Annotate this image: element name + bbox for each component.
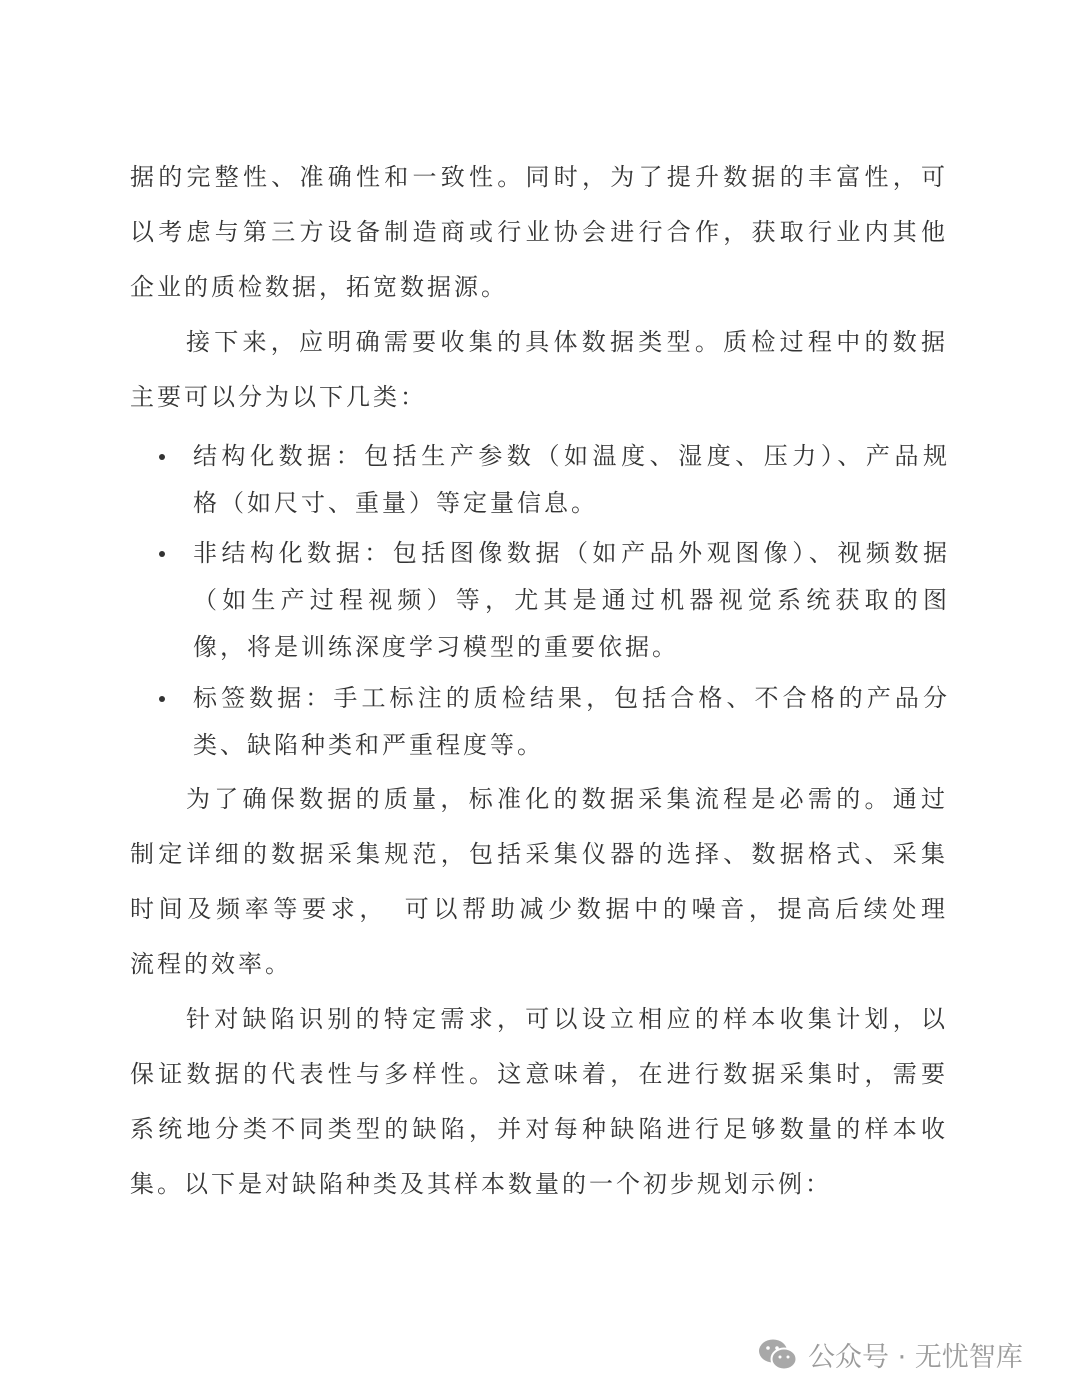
bullet-icon — [159, 551, 165, 557]
text-line: 以考虑与第三方设备制造商或行业协会进行合作，获取行业内其他 — [130, 218, 948, 246]
text-line: 像，将是训练深度学习模型的重要依据。 — [193, 633, 679, 661]
text-line: 为了确保数据的质量，标准化的数据采集流程是必需的。通过 — [186, 785, 948, 813]
text-line: 系统地分类不同类型的缺陷，并对每种缺陷进行足够数量的样本收 — [130, 1115, 948, 1143]
text-line: 据的完整性、准确性和一致性。同时，为了提升数据的丰富性，可 — [130, 163, 948, 191]
text-line: 标签数据：手工标注的质检结果，包括合格、不合格的产品分 — [193, 684, 950, 712]
watermark-text: 公众号 · 无忧智库 — [808, 1342, 1023, 1373]
text-line: 结构化数据：包括生产参数（如温度、湿度、压力）、产品规 — [193, 442, 950, 470]
paragraph — [130, 315, 948, 425]
text-line: 类、缺陷种类和严重程度等。 — [193, 731, 544, 759]
bullet-item — [130, 675, 950, 769]
bullet-icon — [159, 696, 165, 702]
paragraph — [130, 150, 948, 315]
paragraphs-before — [130, 150, 948, 425]
text-line: 主要可以分为以下几类： — [130, 383, 427, 411]
paragraph — [130, 992, 948, 1212]
text-line: 针对缺陷识别的特定需求，可以设立相应的样本收集计划，以 — [186, 1005, 948, 1033]
bullet-item — [130, 433, 950, 527]
text-line: 集。以下是对缺陷种类及其样本数量的一个初步规划示例： — [130, 1170, 832, 1198]
text-line: 时间及频率等要求， 可以帮助减少数据中的噪音，提高后续处理 — [130, 895, 948, 923]
text-line: 制定详细的数据采集规范，包括采集仪器的选择、数据格式、采集 — [130, 840, 948, 868]
bullet-item — [130, 530, 950, 671]
text-line: 保证数据的代表性与多样性。这意味着，在进行数据采集时，需要 — [130, 1060, 948, 1088]
paragraphs-after — [130, 772, 948, 1212]
text-line: 流程的效率。 — [130, 950, 292, 978]
wechat-icon — [758, 1338, 798, 1372]
bullet-list — [130, 433, 948, 769]
text-line: 企业的质检数据，拓宽数据源。 — [130, 273, 508, 301]
text-line: 非结构化数据：包括图像数据（如产品外观图像）、视频数据 — [193, 539, 950, 567]
bullet-icon — [159, 454, 165, 460]
text-line: （如生产过程视频）等，尤其是通过机器视觉系统获取的图 — [193, 586, 950, 614]
document-body — [130, 150, 948, 1212]
text-line: 格（如尺寸、重量）等定量信息。 — [193, 489, 598, 517]
text-line: 接下来，应明确需要收集的具体数据类型。质检过程中的数据 — [186, 328, 948, 356]
paragraph — [130, 772, 948, 992]
watermark — [758, 1335, 1023, 1374]
